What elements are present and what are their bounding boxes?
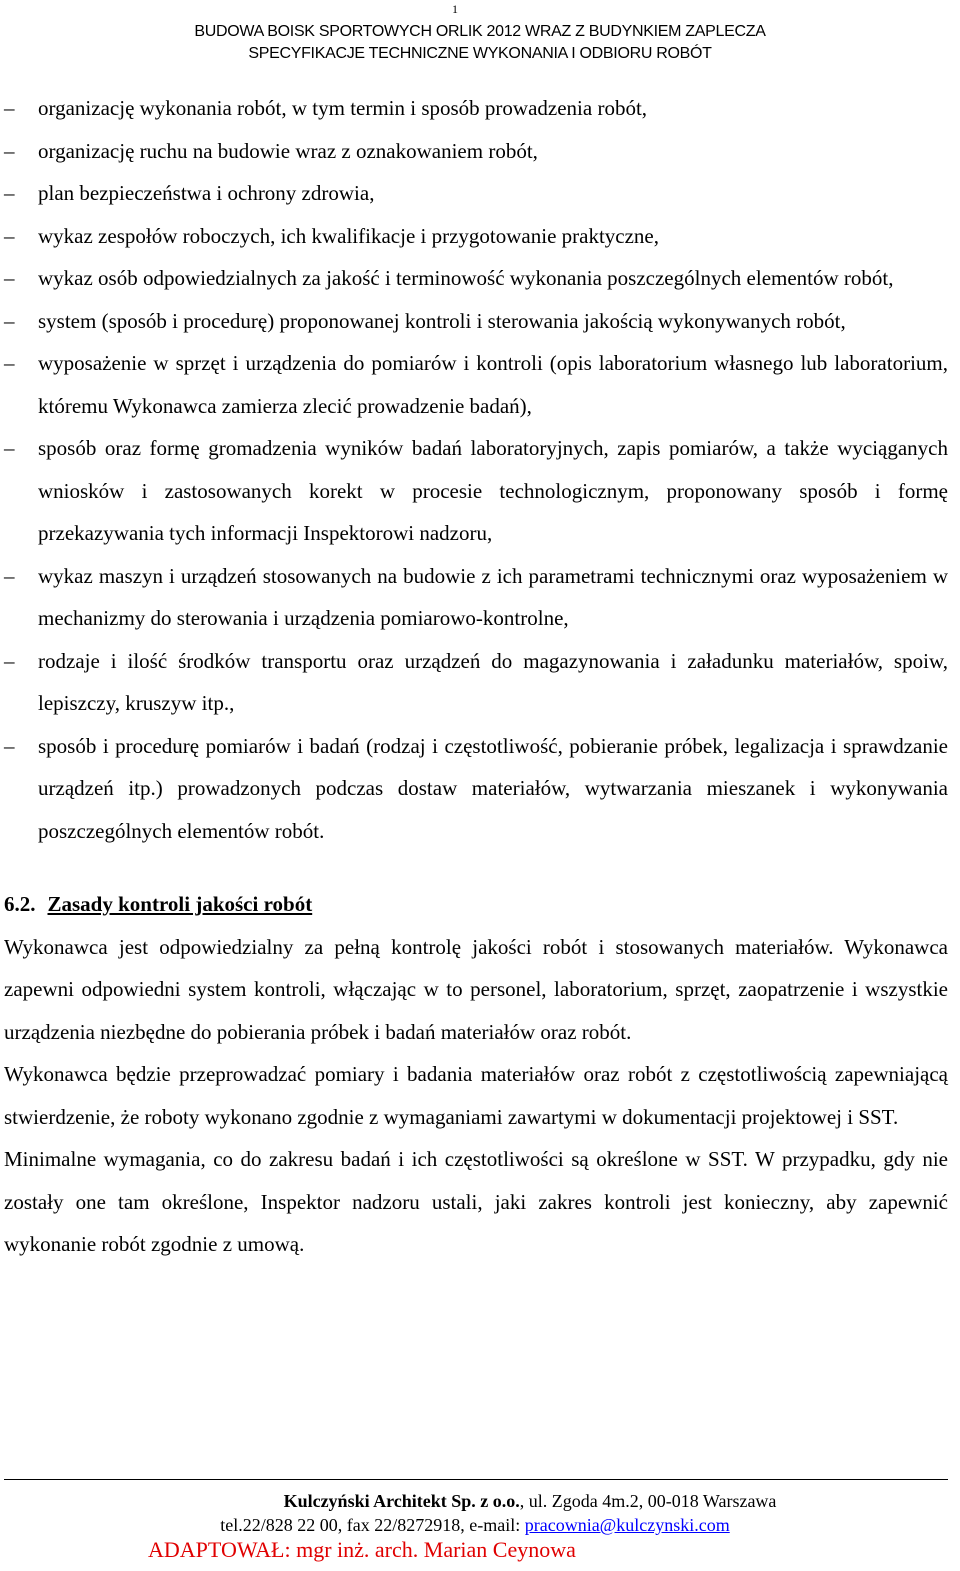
list-item bbox=[4, 172, 948, 215]
list-item bbox=[4, 300, 948, 343]
footer-divider bbox=[4, 1479, 948, 1480]
list-item bbox=[4, 342, 948, 427]
footer-company-line bbox=[100, 1488, 960, 1514]
footer-address: , ul. Zgoda 4m.2, 00-018 Warszawa bbox=[519, 1491, 777, 1511]
bullet-dash: – bbox=[4, 436, 15, 460]
document-body bbox=[4, 87, 948, 1266]
section-heading bbox=[4, 883, 948, 926]
section-title: Zasady kontroli jakości robót bbox=[47, 892, 313, 916]
bullet-dash: – bbox=[4, 96, 15, 120]
list-item-text: system (sposób i procedurę) proponowanej kontroli i sterowania jakością wykonywanych robót, bbox=[38, 308, 846, 333]
list-item bbox=[4, 725, 948, 853]
bullet-dash: – bbox=[4, 733, 15, 758]
list-item bbox=[4, 640, 948, 725]
bullet-dash: – bbox=[4, 181, 15, 205]
bullet-dash: – bbox=[4, 266, 15, 290]
list-item-text: wykaz osób odpowiedzialnych za jakość i terminowość wykonania poszczególnych elementów robót, bbox=[38, 266, 894, 290]
page-footer bbox=[0, 1488, 960, 1564]
list-item bbox=[4, 130, 948, 173]
list-item bbox=[4, 427, 948, 555]
bullet-dash: – bbox=[4, 351, 15, 375]
list-item-text: sposób i procedurę pomiarów i badań (rodzaj i częstotliwość, pobieranie próbek, legalizacja i sprawdzanie urządzeń itp.) prowadzonych podczas dostaw materiałów, wytwarzania mieszanek i wykonywania poszczególnych elementów robót. bbox=[38, 733, 948, 843]
footer-email-link[interactable]: pracownia@kulczynski.com bbox=[524, 1515, 730, 1535]
footer-phone-fax: tel.22/828 22 00, fax 22/8272918, e-mail: bbox=[220, 1515, 525, 1535]
list-item-text: rodzaje i ilość środków transportu oraz urządzeń do magazynowania i załadunku materiałów, spoiw, lepiszczy, kruszyw itp., bbox=[38, 648, 948, 715]
header-project-title: BUDOWA BOISK SPORTOWYCH ORLIK 2012 WRAZ Z BUDYNKIEM ZAPLECZA bbox=[194, 23, 766, 40]
requirements-list bbox=[4, 87, 948, 852]
section-number: 6.2. bbox=[4, 892, 36, 916]
page-number: 1 bbox=[452, 2, 458, 16]
list-item-text: wykaz zespołów roboczych, ich kwalifikacje i przygotowanie praktyczne, bbox=[38, 223, 659, 248]
footer-contact-line bbox=[0, 1514, 960, 1536]
list-item bbox=[4, 555, 948, 640]
paragraph: Wykonawca jest odpowiedzialny za pełną kontrolę jakości robót i stosowanych materiałów. Wykonawca zapewni odpowiedni system kontroli, włączając w to personel, laboratorium, sprzęt, zaopatrzenie i wszystkie urządzenia niezbędne do pobierania próbek i badań materiałów oraz robót. bbox=[4, 934, 948, 1044]
list-item-text: sposób oraz formę gromadzenia wyników badań laboratoryjnych, zapis pomiarów, a także wyciąganych wniosków i zastosowanych korekt w procesie technologicznym, proponowany sposób i formę przekazywania tych informacji Inspektorowi nadzoru, bbox=[38, 436, 948, 545]
bullet-dash: – bbox=[4, 563, 15, 588]
list-item-text: organizację wykonania robót, w tym termin i sposób prowadzenia robót, bbox=[38, 96, 648, 120]
footer-adapted-by: ADAPTOWAŁ: mgr inż. arch. Marian Ceynowa bbox=[148, 1537, 576, 1562]
header-document-title: SPECYFIKACJE TECHNICZNE WYKONANIA I ODBIORU ROBÓT bbox=[248, 45, 712, 62]
paragraph: Wykonawca będzie przeprowadzać pomiary i badania materiałów oraz robót z częstotliwością zapewniającą stwierdzenie, że roboty wykonano zgodnie z wymaganiami zawartymi w dokumentacji projektowej i SST. bbox=[4, 1062, 948, 1129]
footer-company: Kulczyński Architekt Sp. z o.o. bbox=[283, 1491, 520, 1511]
list-item-text: wyposażenie w sprzęt i urządzenia do pomiarów i kontroli (opis laboratorium własnego lub laboratorium, któremu Wykonawca zamierza zlecić prowadzenie badań), bbox=[38, 351, 948, 418]
list-item bbox=[4, 87, 948, 130]
list-item-text: plan bezpieczeństwa i ochrony zdrowia, bbox=[38, 181, 375, 205]
list-item bbox=[4, 257, 948, 300]
list-item-text: wykaz maszyn i urządzeń stosowanych na budowie z ich parametrami technicznymi oraz wyposażeniem w mechanizmy do sterowania i urządzenia pomiarowo-kontrolne, bbox=[38, 563, 948, 630]
list-item-text: organizację ruchu na budowie wraz z oznakowaniem robót, bbox=[38, 138, 538, 163]
list-item bbox=[4, 215, 948, 258]
bullet-dash: – bbox=[4, 648, 15, 673]
paragraph: Minimalne wymagania, co do zakresu badań i ich częstotliwości są określone w SST. W przypadku, gdy nie zostały one tam określone, Inspektor nadzoru ustali, jaki zakres kontroli jest konieczny, aby zapewnić wykonanie robót zgodnie z umową. bbox=[4, 1147, 948, 1256]
bullet-dash: – bbox=[4, 223, 15, 248]
bullet-dash: – bbox=[4, 308, 15, 333]
bullet-dash: – bbox=[4, 138, 15, 163]
